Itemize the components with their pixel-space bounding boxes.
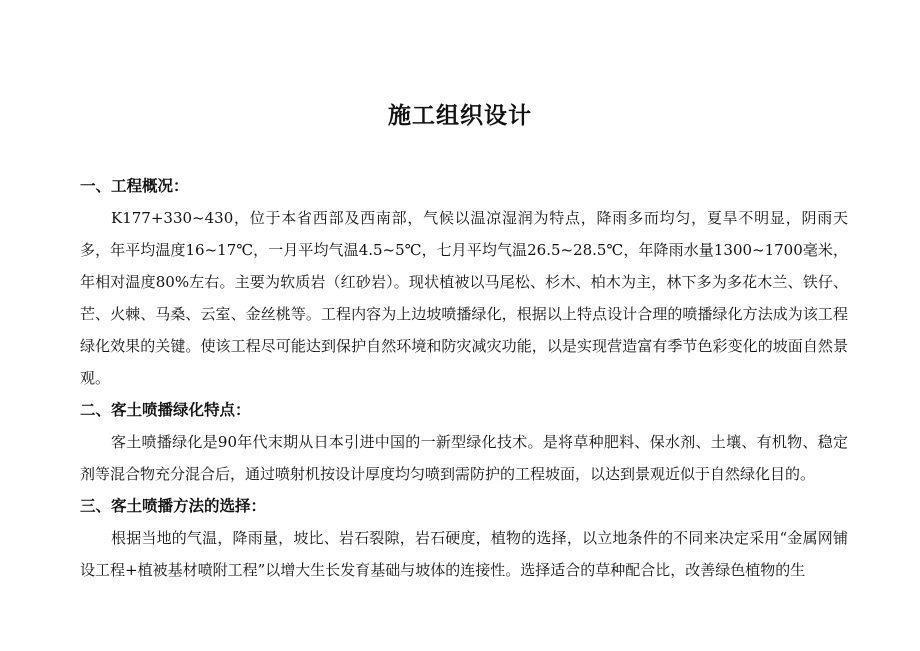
section-heading: 二、客土喷播绿化特点： (80, 400, 251, 419)
section-heading: 三、客土喷播方法的选择： (80, 496, 267, 515)
section-features (80, 394, 848, 490)
document-title: 施工组织设计 (388, 102, 532, 129)
section-paragraph: 客土喷播绿化是90年代末期从日本引进中国的一新型绿化技术。是将草种肥料、保水剂、土壤、有机物、稳定剂等混合物充分混合后，通过喷射机按设计厚度均匀喷到需防护的工程坡面，以达到景观近似于自然绿化目的。 (80, 433, 848, 483)
section-heading: 一、工程概况： (80, 176, 189, 195)
section-method (80, 490, 848, 586)
section-overview (80, 170, 848, 394)
section-paragraph: 根据当地的气温，降雨量，坡比、岩石裂隙，岩石硬度，植物的选择，以立地条件的不同来决定采用“金属网铺设工程+植被基材喷附工程”以增大生长发育基础与坡体的连接性。选择适合的草种配合比，改善绿色植物的生 (80, 529, 848, 579)
section-paragraph: K177+330~430，位于本省西部及西南部，气候以温凉湿润为特点，降雨多而均匀，夏旱不明显，阴雨天多，年平均温度16~17℃，一月平均气温4.5~5℃，七月平均气温26.5~28.5℃，年降雨水量1300~1700毫米，年相对温度80%左右。主要为软质岩（红砂岩）。现状植被以马尾松、杉木、柏木为主，林下多为多花木兰、铁仔、芒、火棘、马桑、云室、金丝桃等。工程内容为上边坡喷播绿化，根据以上特点设计合理的喷播绿化方法成为该工程绿化效果的关键。使该工程尽可能达到保护自然环境和防灾减灾功能，以是实现营造富有季节色彩变化的坡面自然景观。 (80, 209, 848, 387)
document-body (80, 170, 848, 586)
